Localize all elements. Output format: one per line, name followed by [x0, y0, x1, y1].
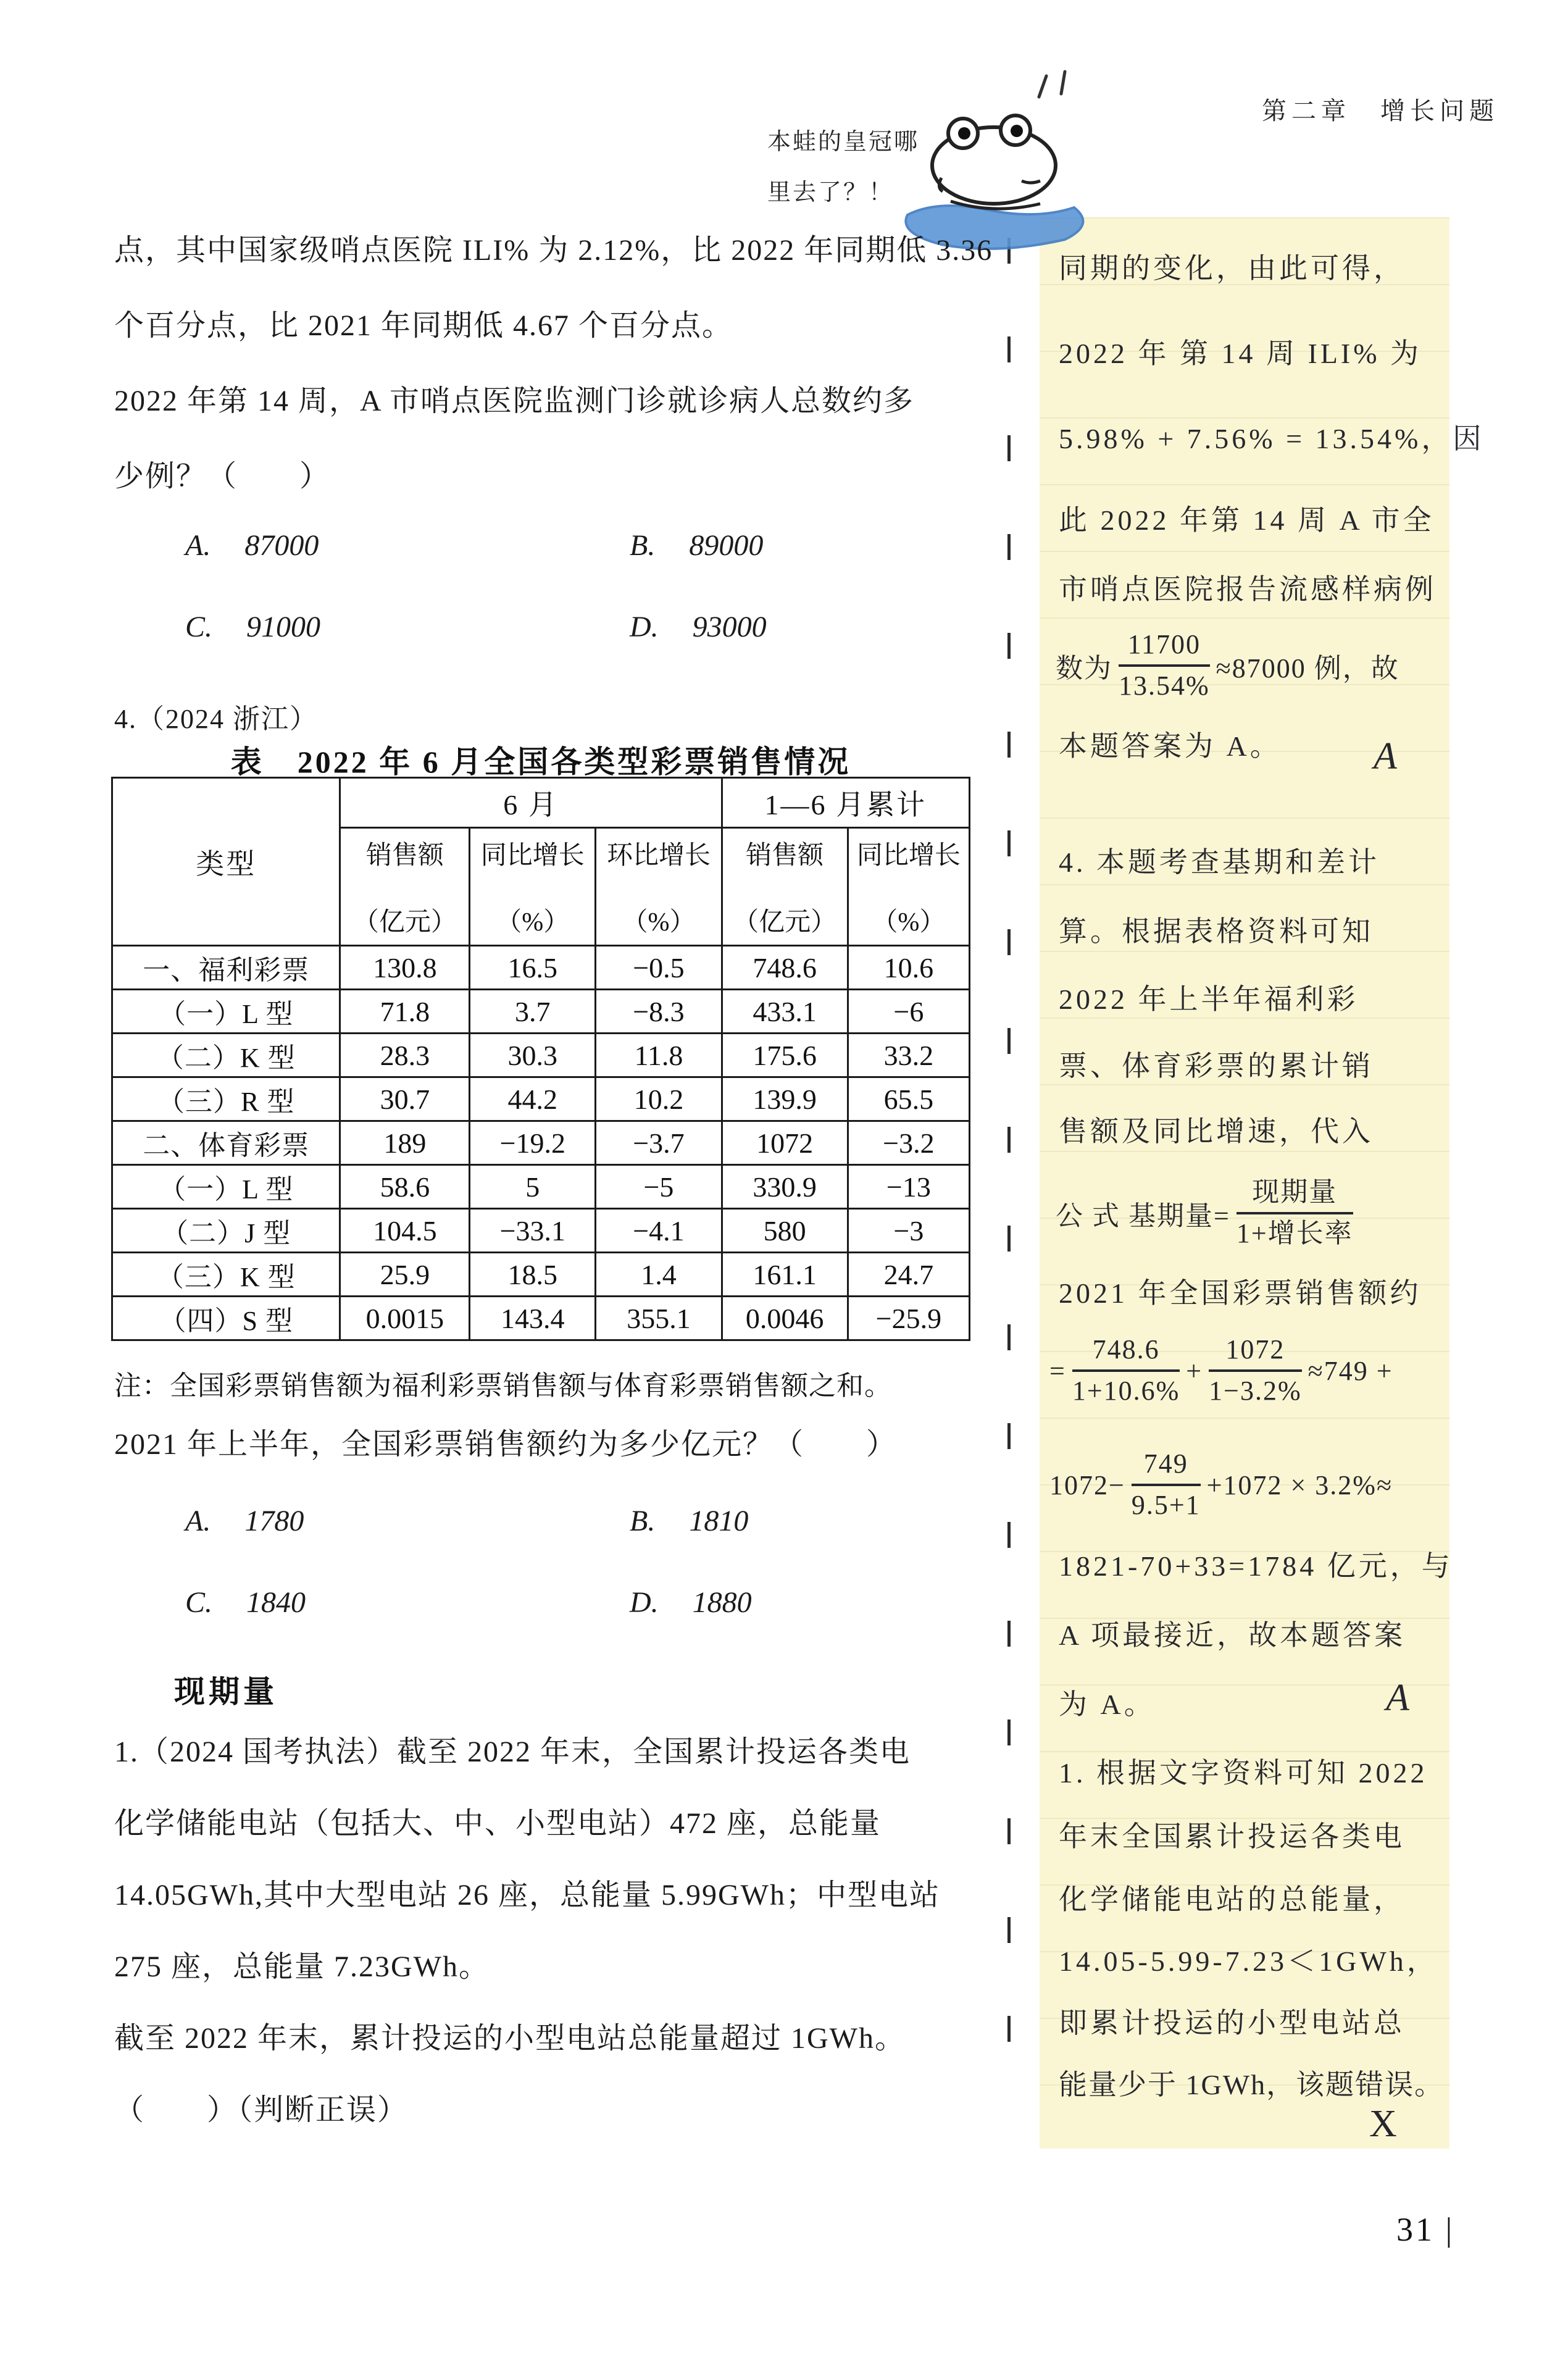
note-line: 化学储能电站的总能量， — [1059, 1884, 1405, 1915]
option-a — [185, 1504, 304, 1538]
note-line: 售额及同比增速，代入 — [1059, 1116, 1374, 1147]
note-line: 1. 根据文字资料可知 2022 — [1059, 1757, 1428, 1789]
column-subheader — [340, 828, 470, 946]
fraction-numerator: 1072 — [1209, 1334, 1301, 1372]
value-cell: 30.7 — [340, 1077, 470, 1121]
option-label: C. — [185, 1586, 213, 1619]
table-row — [112, 1121, 970, 1165]
value-cell: 748.6 — [722, 946, 848, 990]
value-cell: −19.2 — [470, 1121, 596, 1165]
fraction — [1072, 1334, 1180, 1406]
fraction-numerator: 现期量 — [1236, 1177, 1353, 1214]
option-value: 1780 — [244, 1505, 304, 1537]
type-cell: 一、福利彩票 — [112, 946, 340, 990]
option-label: A. — [185, 1505, 211, 1537]
note-line: 4. 本题考查基期和差计 — [1059, 846, 1380, 878]
value-cell: 433.1 — [722, 990, 848, 1034]
question-line: 2022 年第 14 周，A 市哨点医院监测门诊就诊病人总数约多 — [114, 385, 915, 417]
option-d — [630, 1586, 752, 1619]
intro-line: 个百分点，比 2021 年同期低 4.67 个百分点。 — [114, 309, 733, 342]
value-cell: 161.1 — [722, 1253, 848, 1297]
fraction — [1119, 629, 1210, 701]
type-cell: （二）K 型 — [112, 1034, 340, 1077]
value-cell: −5 — [596, 1165, 722, 1209]
note-line: 即累计投运的小型电站总 — [1059, 2007, 1405, 2039]
value-cell: 104.5 — [340, 1209, 470, 1253]
option-a — [185, 529, 319, 562]
column-subheader — [722, 828, 848, 946]
value-cell: 175.6 — [722, 1034, 848, 1077]
value-cell: 5 — [470, 1165, 596, 1209]
value-cell: −0.5 — [596, 946, 722, 990]
subheader-line: 同比增长 — [480, 842, 585, 870]
fraction — [1132, 1448, 1201, 1521]
value-cell: −6 — [848, 990, 969, 1034]
fraction-denominator: 13.54% — [1119, 670, 1210, 701]
note-line: 此 2022 年第 14 周 A 市全 — [1059, 504, 1435, 536]
option-b — [630, 1504, 748, 1538]
note-line: 为 A。 — [1059, 1689, 1156, 1720]
question-line: 2021 年上半年，全国彩票销售额约为多少亿元？（ ） — [114, 1428, 898, 1461]
answer-mark: A — [1374, 735, 1397, 777]
table-title: 表 2022 年 6 月全国各类型彩票销售情况 — [230, 745, 851, 779]
value-cell: 30.3 — [470, 1034, 596, 1077]
page-number: 31 | — [1396, 2211, 1455, 2248]
note-equation-line — [1049, 1432, 1393, 1537]
option-c — [185, 1586, 306, 1619]
option-label: D. — [630, 611, 659, 643]
note-line: 2022 年上半年福利彩 — [1059, 984, 1359, 1015]
note-line: 2022 年 第 14 周 ILI% 为 — [1059, 338, 1422, 369]
statement-line: 1.（2024 国考执法）截至 2022 年末，全国累计投运各类电 — [114, 1736, 911, 1768]
table-row — [112, 1077, 970, 1121]
note-line: 1821-70+33=1784 亿元，与 — [1059, 1550, 1453, 1582]
value-cell: 10.6 — [848, 946, 969, 990]
column-header-type: 类型 — [112, 778, 340, 946]
value-cell: −3 — [848, 1209, 969, 1253]
note-line: 同期的变化，由此可得， — [1059, 253, 1405, 284]
type-cell: （一）L 型 — [112, 1165, 340, 1209]
option-value: 91000 — [246, 611, 321, 643]
type-cell: （一）L 型 — [112, 990, 340, 1034]
frac-suffix: ≈87000 例，故 — [1216, 653, 1399, 683]
note-line: 能量少于 1GWh，该题错误。 — [1059, 2069, 1445, 2100]
fraction — [1236, 1177, 1353, 1249]
subheader-unit: （亿元） — [733, 908, 837, 937]
fraction-numerator: 11700 — [1119, 629, 1210, 667]
value-cell: 1.4 — [596, 1253, 722, 1297]
value-cell: 44.2 — [470, 1077, 596, 1121]
option-value: 1840 — [246, 1586, 306, 1619]
formula-prefix: 公 式 基期量= — [1056, 1201, 1230, 1231]
value-cell: 143.4 — [470, 1297, 596, 1340]
question-line: 少例？（ ） — [114, 460, 331, 493]
fraction-denominator: 9.5+1 — [1131, 1490, 1201, 1520]
option-label: B. — [630, 1505, 656, 1537]
value-cell: 16.5 — [470, 946, 596, 990]
value-cell: 0.0046 — [722, 1297, 848, 1340]
note-line: 市哨点医院报告流感样病例 — [1059, 574, 1437, 605]
note-formula-line — [1056, 1164, 1359, 1263]
group-header-june: 6 月 — [340, 778, 722, 828]
value-cell: 28.3 — [340, 1034, 470, 1077]
note-line: A 项最接近，故本题答案 — [1059, 1619, 1406, 1651]
option-value: 1880 — [692, 1586, 752, 1619]
frac-prefix: 数为 — [1056, 653, 1112, 683]
option-label: C. — [185, 611, 213, 643]
subheader-line: 销售额 — [746, 842, 824, 870]
group-header-cumulative: 1—6 月累计 — [722, 778, 969, 828]
option-label: B. — [630, 529, 656, 562]
value-cell: 33.2 — [848, 1034, 969, 1077]
value-cell: 10.2 — [596, 1077, 722, 1121]
value-cell: 58.6 — [340, 1165, 470, 1209]
speech-bubble-line: 里去了？！ — [767, 180, 895, 206]
option-value: 87000 — [244, 529, 319, 562]
subheader-line: 环比增长 — [606, 842, 711, 870]
value-cell: 130.8 — [340, 946, 470, 990]
option-c — [185, 610, 320, 644]
note-fraction-line — [1056, 614, 1399, 716]
value-cell: 580 — [722, 1209, 848, 1253]
fraction-denominator: 1−3.2% — [1209, 1376, 1302, 1406]
value-cell: −3.7 — [596, 1121, 722, 1165]
type-cell: （三）R 型 — [112, 1077, 340, 1121]
note-line: 本题答案为 A。 — [1059, 730, 1282, 762]
value-cell: 71.8 — [340, 990, 470, 1034]
option-d — [630, 610, 767, 644]
value-cell: −33.1 — [470, 1209, 596, 1253]
lottery-sales-table — [111, 777, 970, 1341]
value-cell: 24.7 — [848, 1253, 969, 1297]
column-subheader — [848, 828, 969, 946]
value-cell: −13 — [848, 1165, 969, 1209]
type-cell: （二）J 型 — [112, 1209, 340, 1253]
answer-mark: A — [1386, 1677, 1409, 1719]
eq-operator: + — [1186, 1355, 1203, 1386]
table-row — [112, 1253, 970, 1297]
table-row — [112, 990, 970, 1034]
note-line: 14.05-5.99-7.23＜1GWh， — [1059, 1945, 1438, 1977]
table-row — [112, 1165, 970, 1209]
column-subheader — [596, 828, 722, 946]
chapter-header: 第二章 增长问题 — [1262, 97, 1499, 125]
value-cell: 0.0015 — [340, 1297, 470, 1340]
value-cell: −4.1 — [596, 1209, 722, 1253]
value-cell: 330.9 — [722, 1165, 848, 1209]
option-value: 1810 — [689, 1505, 749, 1537]
column-subheader — [470, 828, 596, 946]
subheader-unit: （%） — [872, 908, 946, 937]
table-row — [112, 946, 970, 990]
value-cell: 189 — [340, 1121, 470, 1165]
subheader-line: 同比增长 — [856, 842, 961, 870]
statement-line: 14.05GWh,其中大型电站 26 座，总能量 5.99GWh；中型电站 — [114, 1879, 940, 1912]
note-line: 2021 年全国彩票销售额约 — [1059, 1277, 1422, 1309]
table-footnote: 注：全国彩票销售额为福利彩票销售额与体育彩票销售额之和。 — [114, 1371, 892, 1401]
eq-prefix: 1072− — [1049, 1469, 1125, 1500]
type-cell: （三）K 型 — [112, 1253, 340, 1297]
value-cell: −8.3 — [596, 990, 722, 1034]
note-equation-line — [1049, 1318, 1393, 1423]
value-cell: 3.7 — [470, 990, 596, 1034]
wrong-mark: X — [1369, 2103, 1397, 2145]
margin-divider-dashed-line — [1007, 238, 1011, 2096]
eq-suffix: ≈749 + — [1307, 1355, 1393, 1386]
option-label: A. — [185, 529, 211, 562]
section-heading: 现期量 — [174, 1674, 278, 1709]
value-cell: −25.9 — [848, 1297, 969, 1340]
fraction-numerator: 749 — [1132, 1448, 1201, 1486]
subheader-line: 销售额 — [365, 842, 444, 870]
value-cell: −3.2 — [848, 1121, 969, 1165]
note-line: 年末全国累计投运各类电 — [1059, 1821, 1405, 1852]
table-row — [112, 1034, 970, 1077]
value-cell: 65.5 — [848, 1077, 969, 1121]
value-cell: 25.9 — [340, 1253, 470, 1297]
fraction — [1209, 1334, 1301, 1406]
subheader-unit: （%） — [496, 908, 570, 937]
option-label: D. — [630, 1586, 659, 1619]
speech-bubble-line: 本蛙的皇冠哪 — [767, 129, 920, 155]
value-cell: 139.9 — [722, 1077, 848, 1121]
fraction-denominator: 1+增长率 — [1236, 1218, 1353, 1248]
table-row — [112, 1209, 970, 1253]
eq-suffix: +1072 × 3.2%≈ — [1206, 1469, 1393, 1500]
value-cell: 1072 — [722, 1121, 848, 1165]
fraction-numerator: 748.6 — [1072, 1334, 1180, 1372]
option-value: 93000 — [692, 611, 767, 643]
fraction-denominator: 1+10.6% — [1072, 1376, 1180, 1406]
option-b — [630, 529, 763, 562]
type-cell: 二、体育彩票 — [112, 1121, 340, 1165]
intro-line: 点，其中国家级哨点医院 ILI% 为 2.12%，比 2022 年同期低 3.36 — [114, 234, 993, 267]
eq-prefix: = — [1049, 1355, 1066, 1386]
option-value: 89000 — [689, 529, 764, 562]
note-line: 算。根据表格资料可知 — [1059, 916, 1374, 947]
table-row — [112, 1297, 970, 1340]
value-cell: 11.8 — [596, 1034, 722, 1077]
statement-line: 275 座，总能量 7.23GWh。 — [114, 1950, 490, 1983]
note-line: 5.98% + 7.56% = 13.54%，因 — [1059, 423, 1485, 454]
question-source-tag: 4.（2024 浙江） — [114, 704, 318, 734]
value-cell: 18.5 — [470, 1253, 596, 1297]
subheader-unit: （%） — [622, 908, 696, 937]
type-cell: （四）S 型 — [112, 1297, 340, 1340]
judge-line: （ ）（判断正误） — [114, 2094, 409, 2126]
note-line: 票、体育彩票的累计销 — [1059, 1050, 1374, 1082]
value-cell: 355.1 — [596, 1297, 722, 1340]
statement-line: 化学储能电站（包括大、中、小型电站）472 座，总能量 — [114, 1807, 882, 1840]
statement-line: 截至 2022 年末，累计投运的小型电站总能量超过 1GWh。 — [114, 2022, 906, 2055]
subheader-unit: （亿元） — [352, 908, 457, 937]
